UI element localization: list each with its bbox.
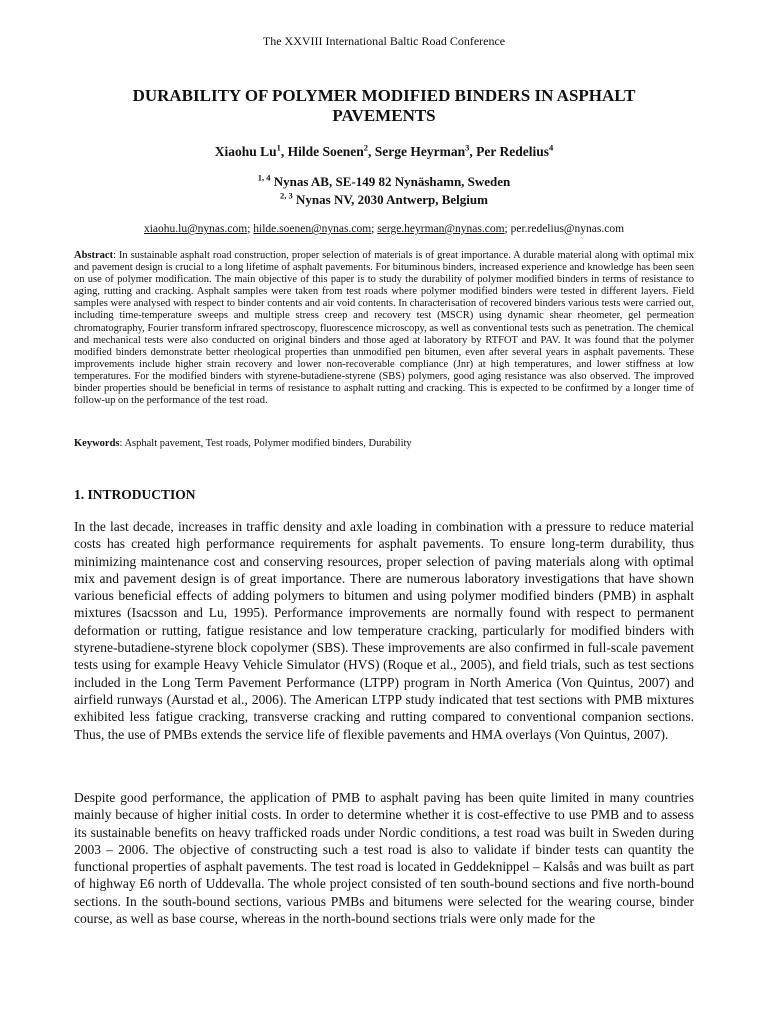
affiliation-text: Nynas AB, SE-149 82 Nynäshamn, Sweden [273,174,511,189]
author-name: Xiaohu Lu [214,144,277,159]
author-sup: 1 [276,142,281,153]
email-text: per.redelius@nynas.com [510,223,625,235]
conference-header: The XXVIII International Baltic Road Conference [262,34,506,48]
body-paragraph: Despite good performance, the application of PMB to asphalt paving has been quite limited in many countries mainly because of higher initial costs. In order to determine whether it is cost-effective to use PMB and to assess its sustainable benefits on heavy trafficked roads under Nordic conditions, a test road was built in Sweden during 2003 – 2006. The objective of constructing such a test road is also to validate if binder tests can quantity the functional properties of asphalt pavements. The test road is located in Geddeknippel – Kalsås and was built as part of highway E6 north of Uddevalla. The whole project consisted of ten south-bound sections and five north-bound sections. In the south-bound sections, various PMBs and bitumens were selected for the wearing course, binder course, as well as base course, whereas in the north-bound sections trials were only made for the [74,790,694,927]
affiliation-sup: 1, 4 [257,172,271,183]
author-name: Serge Heyrman [374,144,466,159]
email-link[interactable]: xiaohu.lu@nynas.com [143,223,248,235]
author-name: Hilde Soenen [287,144,364,159]
keywords-label: Keywords [74,438,120,449]
affiliation-sup: 2, 3 [280,190,293,201]
author-sup: 3 [465,142,470,153]
author-list: Xiaohu Lu$^1$, Hilde Soenen$^2$, Serge Heyrman$^3$, Per Redelius$^4$ [214,142,554,159]
body-paragraph: In the last decade, increases in traffic density and axle loading in combination with a pressure to reduce material costs has created high performance requirements for asphalt pavements. To ensure long-term durability, thus minimizing maintenance cost and conserving resources, proper selection of paving materials along with optimal mix and pavement design is of great importance. There are numerous laboratory investigations that have shown various beneficial effects of adding polymers to bitumen and using polymer modified binders (PMB) in asphalt mixtures (Isacsson and Lu, 1995). Performance improvements are normally found with respect to permanent deformation or rutting, fatigue resistance and low temperature cracking, particularly for modified binders with styrene-butadiene-styrene block copolymer (SBS). These improvements are also confirmed in full-scale pavement tests using for example Heavy Vehicle Simulator (HVS) (Roque et al., 2005), and field trials, such as test sections included in the Long Term Pavement Performance (LTPP) program in North America (Von Quintus, 2007) and airfield runways (Aurstad et al., 2006). The American LTPP study indicated that test sections with PMB mixtures exhibited less fatigue cracking, transverse cracking and rutting compared to conventional companion sections. Thus, the use of PMBs extends the service life of flexible pavements and HMA overlays (Von Quintus, 2007). [74,519,694,742]
section-heading: 1. INTRODUCTION [74,487,196,502]
author-sup: 2 [363,142,369,153]
paper-title: DURABILITY OF POLYMER MODIFIED BINDERS IN ASPHALT PAVEMENTS [132,86,636,125]
affiliation-text: Nynas NV, 2030 Antwerp, Belgium [296,192,488,207]
author-name: Per Redelius [476,144,550,159]
abstract-text: : In sustainable asphalt road construction, proper selection of materials is of great importance. A durable material along with optimal mix and pavement design is crucial to a long lifetime of asphalt pavements. For bituminous binders, increased experience and knowledge has been seen on use of polymer modification. The main objective of this paper is to study the durability of polymer modified binders in terms of resistance to aging, rutting and cracking. Asphalt samples were taken from test roads where polymer modified binders were tested in different layers. Field samples were analysed with respect to binder contents and air void contents. In characterisation of recovered binders various tests were carried out, including time-temperature sweeps and multiple stress creep and recovery test (MSCR) using dynamic shear rheometer, gel permeation chromatography, Fourier transform infrared spectroscopy, fluorescence microscopy, as well as conventional tests such as penetration. The chemical and mechanical tests were also conducted on original binders and those aged at laboratory by RTFOT and PAV. It was found that the polymer modified binders demonstrate better rheological properties than unmodified pen bitumen, even after several years in asphalt pavements. These improvements include higher strain recovery and lower non-recoverable compliance (Jnr) at high temperatures, and lower stiffness at low temperatures. For the modified binders with styrene-butadiene-styrene (SBS) polymers, good aging resistance was also observed. The improved binder properties should be beneficial in terms of resistance to asphalt rutting and cracking. This is expected to be confirmed by a longer time of follow-up on the performance of the test road. [74,250,694,407]
abstract [74,250,694,407]
keywords-text: : Asphalt pavement, Test roads, Polymer modified binders, Durability [119,438,412,449]
abstract-label: Abstract [74,250,114,261]
affiliation [0,174,768,190]
email-link[interactable]: serge.heyrman@nynas.com [377,223,505,235]
affiliation [0,192,768,208]
keywords [74,438,694,449]
email-link[interactable]: hilde.soenen@nynas.com [253,223,372,235]
author-sup: 4 [549,142,554,153]
email-list: xiaohu.lu@nynas.com; hilde.soenen@nynas.com; serge.heyrman@nynas.com; per.redelius@nynas.com [143,223,625,235]
